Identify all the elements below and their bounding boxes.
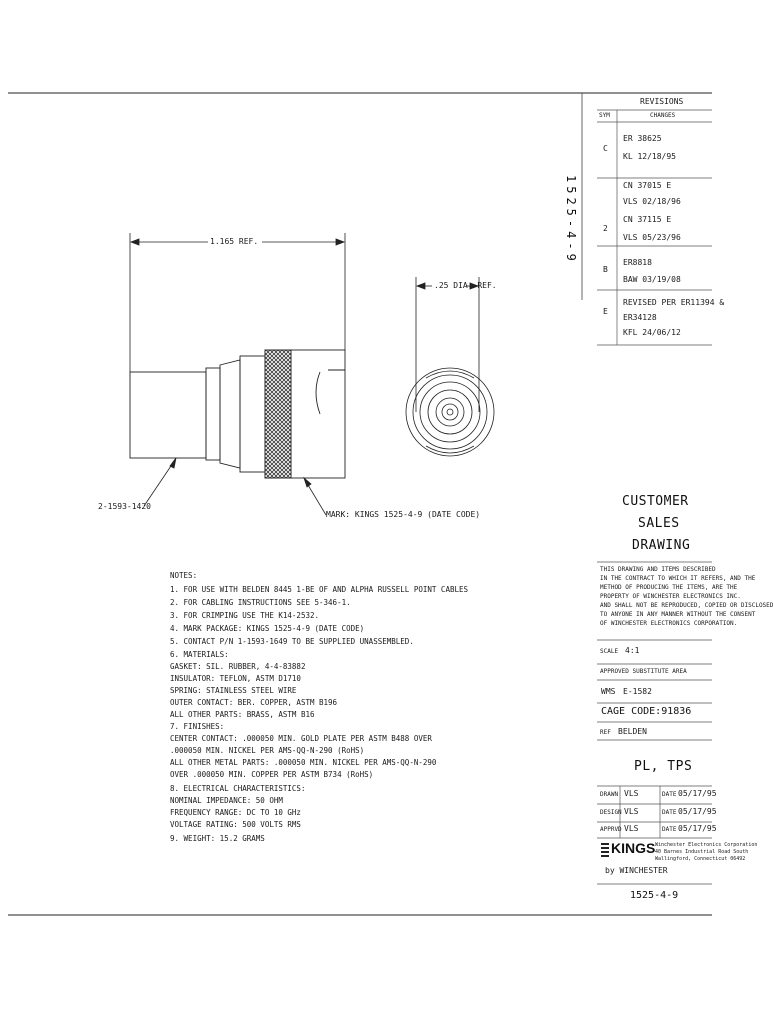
revision-sym: B [603, 265, 608, 274]
company-address-line: Winchester Electronics Corporation [655, 842, 758, 848]
title-drawing: DRAWING [632, 538, 691, 553]
revision-line: ER 38625 [623, 134, 662, 143]
cage-code: CAGE CODE:91836 [601, 706, 692, 717]
title-customer: CUSTOMER [622, 494, 689, 509]
revision-line: ER34128 [623, 313, 657, 322]
mark-leader-label: MARK: KINGS 1525-4-9 (DATE CODE) [326, 510, 481, 519]
sign-name: VLS [624, 824, 639, 833]
note-line: CENTER CONTACT: .000050 MIN. GOLD PLATE PER ASTM B488 OVER [170, 734, 432, 743]
revisions-col-sym: SYM [599, 112, 610, 119]
note-line: 7. FINISHES: [170, 722, 225, 731]
sign-role: DRAWN [600, 791, 619, 798]
revision-line: VLS 05/23/96 [623, 233, 681, 242]
drawing-title: PL, TPS [634, 759, 693, 774]
note-line: NOTES: [170, 571, 198, 580]
length-dimension [130, 233, 345, 372]
sign-date: 05/17/95 [678, 789, 717, 798]
title-part-number: 1525-4-9 [630, 890, 679, 901]
note-line: OUTER CONTACT: BER. COPPER, ASTM B196 [170, 698, 338, 707]
note-line: INSULATOR: TEFLON, ASTM D1710 [170, 674, 301, 683]
proprietary-line: IN THE CONTRACT TO WHICH IT REFERS, AND THE [600, 575, 756, 582]
wms-value: E-1582 [623, 687, 652, 696]
sign-role: APPRVD [600, 826, 622, 833]
proprietary-line: AND SHALL NOT BE REPRODUCED, COPIED OR DISCLOSED [600, 602, 773, 609]
sign-date: 05/17/95 [678, 807, 717, 816]
revision-line: ER8818 [623, 258, 652, 267]
note-line: 9. WEIGHT: 15.2 GRAMS [170, 834, 265, 843]
proprietary-line: THIS DRAWING AND ITEMS DESCRIBED [600, 566, 716, 573]
note-line: 5. CONTACT P/N 1-1593-1649 TO BE SUPPLIED UNASSEMBLED. [170, 637, 414, 646]
sign-name: VLS [624, 789, 639, 798]
by-winchester: by WINCHESTER [605, 866, 668, 875]
note-line: 1. FOR USE WITH BELDEN 8445 1-BE OF AND ALPHA RUSSELL POINT CABLES [170, 585, 469, 594]
company-address-line: 40 Barnes Industrial Road South [655, 849, 749, 855]
diameter-dimension-label: .25 DIA. REF. [434, 281, 497, 290]
revision-line: CN 37115 E [623, 215, 672, 224]
sign-date-label: DATE [662, 809, 677, 816]
revision-line: BAW 03/19/08 [623, 275, 681, 284]
note-line: SPRING: STAINLESS STEEL WIRE [170, 686, 297, 695]
company-address-line: Wallingford, Connecticut 06492 [655, 856, 746, 862]
side-part-number: 1525-4-9 [564, 175, 578, 265]
note-line: FREQUENCY RANGE: DC TO 10 GHz [170, 808, 301, 817]
approved-substitute-label: APPROVED SUBSTITUTE AREA [600, 668, 687, 675]
revision-sym: E [603, 307, 608, 316]
note-line: OVER .000050 MIN. COPPER PER ASTM B734 (RoHS) [170, 770, 374, 779]
sign-name: VLS [624, 807, 639, 816]
ref-value: BELDEN [618, 727, 647, 736]
ref-label: REF [600, 729, 611, 736]
note-line: 3. FOR CRIMPING USE THE K14-2532. [170, 611, 320, 620]
revision-table-lines [597, 110, 712, 345]
company-logo: KINGS [611, 840, 656, 856]
connector-end-view [406, 368, 494, 456]
scale-label: SCALE [600, 648, 619, 655]
revision-line: CN 37015 E [623, 181, 672, 190]
note-line: NOMINAL IMPEDANCE: 50 OHM [170, 796, 283, 805]
diameter-dimension [416, 277, 479, 412]
length-dimension-label: 1.165 REF. [210, 237, 259, 246]
revision-line: KFL 24/06/12 [623, 328, 681, 337]
scale-value: 4:1 [625, 646, 640, 655]
sign-role: DESIGN [600, 809, 622, 816]
proprietary-line: OF WINCHESTER ELECTRONICS CORPORATION. [600, 620, 738, 627]
connector-side-view [130, 350, 345, 478]
note-line: ALL OTHER PARTS: BRASS, ASTM B16 [170, 710, 315, 719]
kings-logo-mark [601, 843, 609, 857]
proprietary-line: TO ANYONE IN ANY MANNER WITHOUT THE CONSENT [600, 611, 756, 618]
part-number-leader-label: 2-1593-1420 [98, 502, 151, 511]
revisions-title: REVISIONS [640, 97, 684, 106]
sign-date-label: DATE [662, 826, 677, 833]
knurled-nut [265, 350, 291, 478]
revision-line: REVISED PER ER11394 & [623, 298, 725, 307]
title-sales: SALES [638, 516, 680, 531]
note-line: 8. ELECTRICAL CHARACTERISTICS: [170, 784, 306, 793]
note-line: GASKET: SIL. RUBBER, 4-4-83882 [170, 662, 306, 671]
proprietary-line: PROPERTY OF WINCHESTER ELECTRONICS INC. [600, 593, 741, 600]
note-line: 2. FOR CABLING INSTRUCTIONS SEE 5-346-1. [170, 598, 351, 607]
sign-date: 05/17/95 [678, 824, 717, 833]
wms-label: WMS [601, 687, 616, 696]
revision-sym: 2 [603, 224, 608, 233]
proprietary-line: METHOD OF PRODUCING THE ITEMS, ARE THE [600, 584, 738, 591]
revisions-col-changes: CHANGES [650, 112, 676, 119]
note-line: ALL OTHER METAL PARTS: .000050 MIN. NICKEL PER AMS-QQ-N-290 [170, 758, 437, 767]
note-line: 4. MARK PACKAGE: KINGS 1525-4-9 (DATE CODE) [170, 624, 365, 633]
revision-sym: C [603, 144, 608, 153]
note-line: 6. MATERIALS: [170, 650, 229, 659]
note-line: VOLTAGE RATING: 500 VOLTS RMS [170, 820, 301, 829]
sign-date-label: DATE [662, 791, 677, 798]
note-line: .000050 MIN. NICKEL PER AMS-QQ-N-290 (RoHS) [170, 746, 365, 755]
revision-line: KL 12/18/95 [623, 152, 676, 161]
revision-line: VLS 02/18/96 [623, 197, 681, 206]
